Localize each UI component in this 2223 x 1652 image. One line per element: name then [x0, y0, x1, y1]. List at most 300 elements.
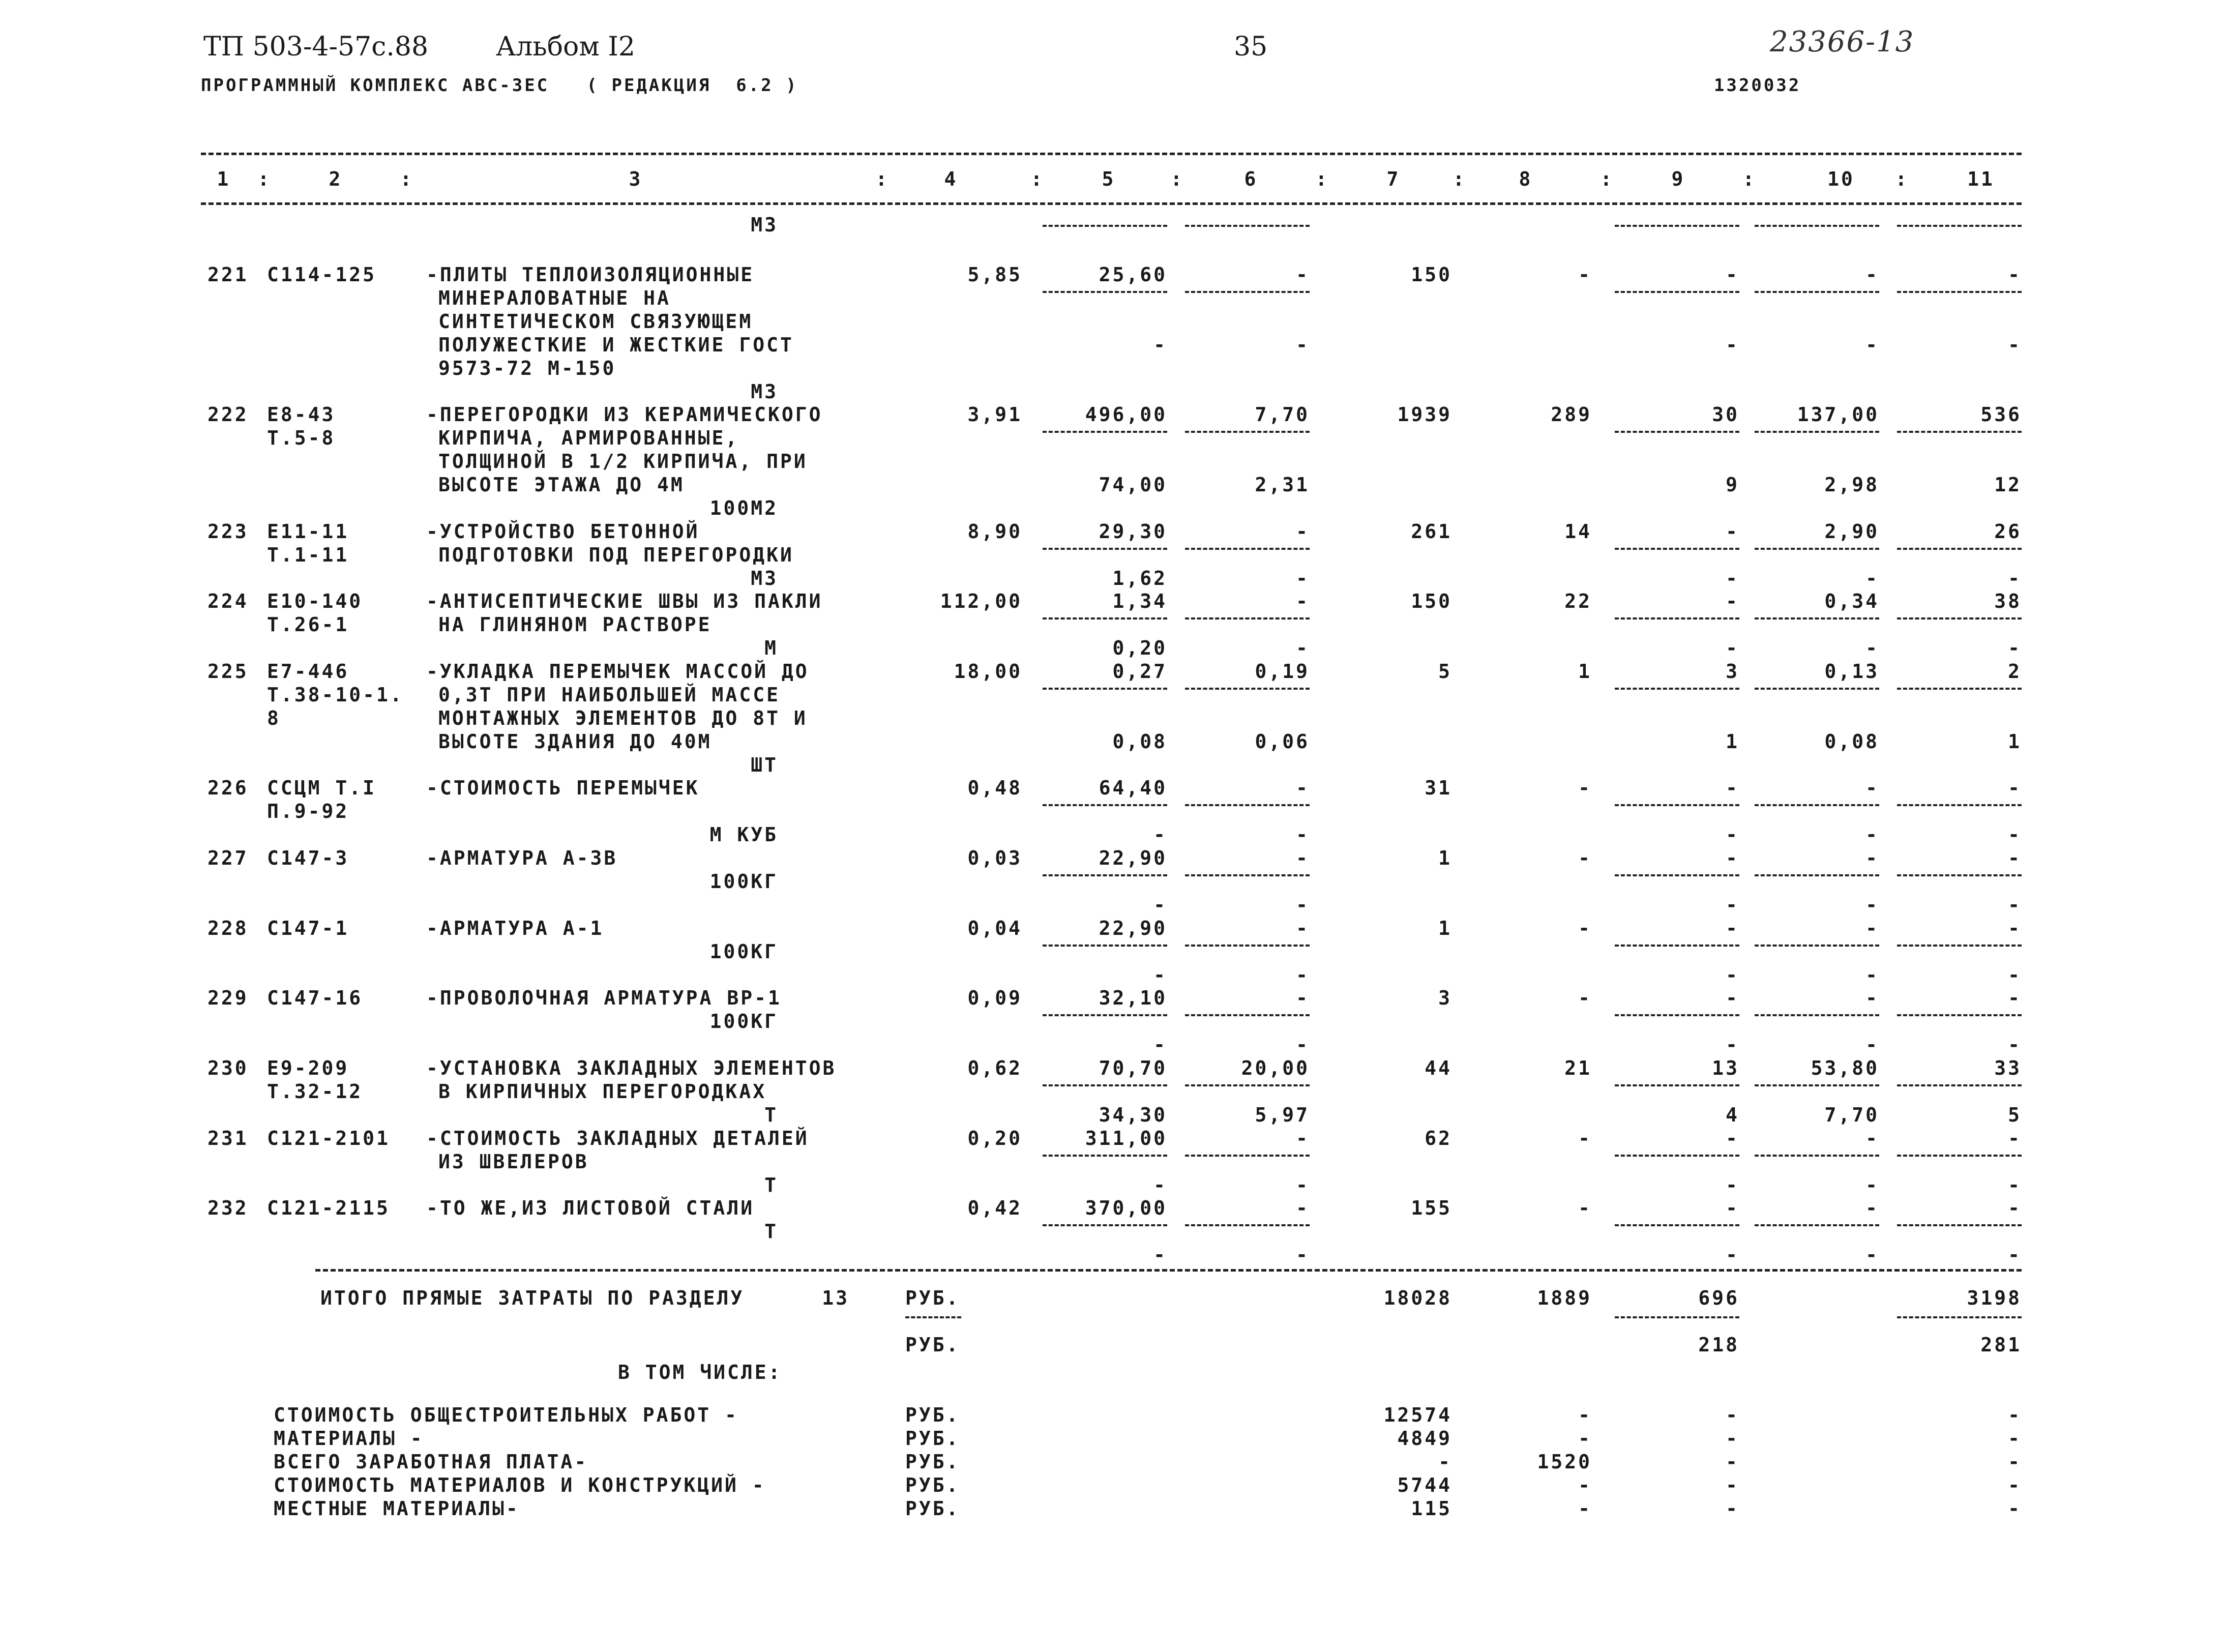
cell-rule [1043, 548, 1167, 550]
machine-cost-cell: 20,00 [1241, 1057, 1310, 1079]
doc-code: ТП 503-4-57с.88 [203, 32, 429, 62]
row-number: 221 [208, 263, 249, 286]
col10-cell: - [1865, 777, 1879, 799]
work-description: -ПРОВОЛОЧНАЯ АРМАТУРА ВР-1 [426, 987, 782, 1009]
column-separator: : [1742, 168, 1757, 190]
wage-cell: - [1578, 917, 1592, 939]
col9-sub-cell: - [1726, 567, 1739, 589]
unit-cell: М [764, 637, 778, 659]
col9-sub-cell: - [1726, 823, 1739, 846]
col10-sub-cell: - [1865, 1034, 1879, 1056]
column-separator: : [1895, 168, 1909, 190]
breakdown-label: СТОИМОСТЬ МАТЕРИАЛОВ И КОНСТРУКЦИЙ - [274, 1474, 766, 1496]
cell-rule [1615, 617, 1739, 620]
machine-cost-cell: 7,70 [1255, 403, 1310, 426]
machine-cost-cell: 0,19 [1255, 660, 1310, 683]
col11-sub-cell: - [2008, 1244, 2022, 1266]
cell-rule [1615, 1316, 1739, 1318]
cell-rule [1043, 688, 1167, 690]
column-number: 6 [1244, 168, 1258, 190]
norm-code: Е9-209 [267, 1057, 349, 1079]
unit-cost-wage-cell: 0,08 [1112, 730, 1167, 753]
wage-cell: - [1578, 987, 1592, 1009]
column-number: 9 [1671, 168, 1685, 190]
cell-rule [1755, 1084, 1879, 1086]
quantity-cell: 5,85 [967, 263, 1022, 286]
total-cost-cell: 5 [1438, 660, 1452, 683]
currency-label: РУБ. [905, 1427, 960, 1450]
unit-cost-cell: 311,00 [1085, 1127, 1167, 1149]
currency-label: РУБ. [905, 1497, 960, 1520]
col10-sub-cell: 7,70 [1824, 1104, 1879, 1126]
norm-code: С121-2101 [267, 1127, 390, 1149]
row-number: 228 [208, 917, 249, 939]
cell-rule [1897, 874, 2022, 876]
cell-rule [1615, 1084, 1739, 1086]
column-separator: : [1030, 168, 1045, 190]
col9-cell: 13 [1712, 1057, 1739, 1079]
wage-cell: - [1578, 263, 1592, 286]
norm-code: Е10-140 [267, 590, 363, 612]
quantity-cell: 3,91 [967, 403, 1022, 426]
total-cost-cell: 31 [1425, 777, 1452, 799]
work-description: СИНТЕТИЧЕСКОМ СВЯЗУЮЩЕМ [438, 310, 753, 333]
col9-cell: 30 [1712, 403, 1739, 426]
work-description: -УСТРОЙСТВО БЕТОННОЙ [426, 520, 700, 543]
col10-cell: 137,00 [1797, 403, 1879, 426]
column-number: 1 [217, 168, 231, 190]
wage-cell: - [1578, 1127, 1592, 1149]
col11-cell: 26 [1994, 520, 2022, 543]
row-number: 231 [208, 1127, 249, 1149]
quantity-cell: 8,90 [967, 520, 1022, 543]
norm-code: Т.26-1 [267, 613, 349, 636]
machine-wage-cell: - [1296, 1034, 1310, 1056]
column-number: 4 [944, 168, 958, 190]
cell-rule [1615, 1014, 1739, 1016]
cell-rule [1185, 945, 1310, 947]
work-description: КИРПИЧА, АРМИРОВАННЫЕ, [438, 427, 739, 449]
col11-cell: - [2008, 987, 2022, 1009]
cell-rule [1615, 1224, 1739, 1226]
norm-code: С121-2115 [267, 1197, 390, 1219]
total-cost-cell: 18028 [1383, 1287, 1452, 1309]
unit-cell: 100КГ [709, 870, 778, 893]
column-separator: : [1315, 168, 1329, 190]
norm-code: Е11-11 [267, 520, 349, 543]
col11-sub-cell: - [2008, 637, 2022, 659]
total-cost-cell: - [1438, 1451, 1452, 1473]
currency-label: РУБ. [905, 1334, 960, 1356]
machine-wage-cell: - [1296, 894, 1310, 916]
col10-sub-cell: 2,98 [1824, 474, 1879, 496]
quantity-cell: 0,09 [967, 987, 1022, 1009]
unit-cell: Т [764, 1174, 778, 1196]
cell-rule [1897, 688, 2022, 690]
column-separator: : [400, 168, 414, 190]
machine-wage-cell: - [1296, 567, 1310, 589]
col10-cell: 0,34 [1824, 590, 1879, 612]
col9-sub-cell: - [1726, 637, 1739, 659]
work-description: -ПЛИТЫ ТЕПЛОИЗОЛЯЦИОННЫЕ [426, 263, 755, 286]
rule-before-totals [315, 1269, 2022, 1272]
total-cost-cell: 150 [1411, 590, 1452, 612]
machine-cost-cell: - [1296, 847, 1310, 869]
quantity-cell: 0,42 [967, 1197, 1022, 1219]
program-line: ПРОГРАММНЫЙ КОМПЛЕКС АВС-ЗЕС ( РЕДАКЦИЯ 6.2 ) [201, 75, 798, 96]
currency-label: РУБ. [905, 1474, 960, 1496]
col11-cell: - [2008, 1497, 2022, 1520]
unit-cost-wage-cell: - [1153, 334, 1167, 356]
unit-cost-cell: 32,10 [1099, 987, 1167, 1009]
cell-rule [1897, 1224, 2022, 1226]
col10-cell: - [1865, 1197, 1879, 1219]
row-number: 226 [208, 777, 249, 799]
norm-code: Т.5-8 [267, 427, 336, 449]
col11-sub-cell: - [2008, 823, 2022, 846]
machine-wage-cell: - [1296, 1244, 1310, 1266]
col11-cell: - [2008, 917, 2022, 939]
col9-cell: - [1726, 1197, 1739, 1219]
col11-cell: 38 [1994, 590, 2022, 612]
unit-cell: 100КГ [709, 1010, 778, 1032]
cell-rule [1755, 548, 1879, 550]
norm-code: 8 [267, 707, 281, 729]
col10-cell: 53,80 [1811, 1057, 1879, 1079]
col9-cell: - [1726, 263, 1739, 286]
page-number: 35 [1234, 32, 1268, 62]
total-cost-cell: 5744 [1397, 1474, 1452, 1496]
cell-rule [1897, 431, 2022, 433]
work-description: -ТО ЖЕ,ИЗ ЛИСТОВОЙ СТАЛИ [426, 1197, 755, 1219]
col9-cell: - [1726, 777, 1739, 799]
column-number: 8 [1519, 168, 1533, 190]
work-description: ТОЛЩИНОЙ В 1/2 КИРПИЧА, ПРИ [438, 450, 808, 473]
col11-cell: - [2008, 1127, 2022, 1149]
machine-cost-cell: - [1296, 590, 1310, 612]
total-cost-cell: 12574 [1383, 1404, 1452, 1426]
col11-cell: - [2008, 777, 2022, 799]
col11-cell: 33 [1994, 1057, 2022, 1079]
machine-wage-cell: - [1296, 1174, 1310, 1196]
col9-sub-cell: - [1726, 1034, 1739, 1056]
quantity-cell: 18,00 [954, 660, 1022, 683]
col11-sub-cell: 5 [2008, 1104, 2022, 1126]
col10-sub-cell: - [1865, 567, 1879, 589]
col9-cell: 3 [1726, 660, 1739, 683]
unit-cost-wage-cell: - [1153, 1034, 1167, 1056]
col9-cell: - [1726, 1474, 1739, 1496]
cell-rule [1043, 1084, 1167, 1086]
unit-cell: Т [764, 1220, 778, 1243]
cell-rule [1615, 431, 1739, 433]
col9-sub-cell: - [1726, 334, 1739, 356]
norm-code: Т.38-10-1. [267, 684, 404, 706]
unit-cost-cell: 64,40 [1099, 777, 1167, 799]
norm-code: Е8-43 [267, 403, 336, 426]
machine-wage-cell: - [1296, 334, 1310, 356]
unit-cost-cell: 70,70 [1099, 1057, 1167, 1079]
cell-rule [1897, 291, 2022, 293]
col9-sub-cell: 1 [1726, 730, 1739, 753]
cell-rule [1185, 291, 1310, 293]
quantity-cell: 0,62 [967, 1057, 1022, 1079]
column-separator: : [257, 168, 272, 190]
cell-rule [1755, 291, 1879, 293]
norm-code: С147-3 [267, 847, 349, 869]
unit-cost-wage-cell: - [1153, 964, 1167, 986]
cell-rule [1185, 431, 1310, 433]
col11-sub-cell: - [2008, 1174, 2022, 1196]
total-cost-cell: 261 [1411, 520, 1452, 543]
currency-label: РУБ. [905, 1404, 960, 1426]
wage-cell: - [1578, 1427, 1592, 1450]
col10-sub-cell: - [1865, 637, 1879, 659]
column-number: 5 [1102, 168, 1116, 190]
col9-cell: - [1726, 590, 1739, 612]
work-description: НА ГЛИНЯНОМ РАСТВОРЕ [438, 613, 712, 636]
unit-cell: М КУБ [709, 823, 778, 846]
wage-cell: 1889 [1537, 1287, 1592, 1309]
wage-cell: - [1578, 1474, 1592, 1496]
col11-cell: - [2008, 1404, 2022, 1426]
row-number: 227 [208, 847, 249, 869]
breakdown-label: МЕСТНЫЕ МАТЕРИАЛЫ- [274, 1497, 520, 1520]
col10-cell: 2,90 [1824, 520, 1879, 543]
wage-cell: 289 [1551, 403, 1592, 426]
work-description: -СТОИМОСТЬ ПЕРЕМЫЧЕК [426, 777, 700, 799]
cell-rule [1043, 1155, 1167, 1157]
machine-cost-cell: - [1296, 777, 1310, 799]
unit-cell: 100КГ [709, 940, 778, 963]
cell-rule [1755, 688, 1879, 690]
col9-cell: - [1726, 917, 1739, 939]
cell-rule [1615, 291, 1739, 293]
norm-code: Т.32-12 [267, 1080, 363, 1103]
unit-cost-cell: 22,90 [1099, 917, 1167, 939]
breakdown-label: ВСЕГО ЗАРАБОТНАЯ ПЛАТА- [274, 1451, 588, 1473]
col10-cell: - [1865, 263, 1879, 286]
col9-cell: - [1726, 1127, 1739, 1149]
col10-cell: 0,13 [1824, 660, 1879, 683]
machine-cost-cell: - [1296, 1197, 1310, 1219]
work-description: МИНЕРАЛОВАТНЫЕ НА [438, 287, 671, 309]
quantity-cell: 0,04 [967, 917, 1022, 939]
column-number: 11 [1967, 168, 1995, 190]
cell-rule [1043, 1014, 1167, 1016]
cell-rule [1043, 945, 1167, 947]
cell-rule [1043, 225, 1167, 227]
col11-cell: - [2008, 263, 2022, 286]
cell-rule [1755, 1155, 1879, 1157]
wage-cell: - [1578, 1497, 1592, 1520]
rule-top [201, 153, 2022, 155]
norm-code: С147-1 [267, 917, 349, 939]
total-cost-cell: 115 [1411, 1497, 1452, 1520]
work-description: ВЫСОТЕ ЗДАНИЯ ДО 40М [438, 730, 712, 753]
col10-cell: - [1865, 1127, 1879, 1149]
unit-cell: М3 [751, 214, 778, 236]
col9-cell: 696 [1698, 1287, 1739, 1309]
total-cost-cell: 44 [1425, 1057, 1452, 1079]
col9-cell: - [1726, 1497, 1739, 1520]
col11-cell: 3198 [1967, 1287, 2022, 1309]
col11-sub-cell: - [2008, 964, 2022, 986]
work-description: 9573-72 М-150 [438, 357, 616, 379]
column-number: 7 [1386, 168, 1401, 190]
total-cost-cell: 150 [1411, 263, 1452, 286]
cell-rule [1755, 617, 1879, 620]
col9-sub-cell: 9 [1726, 474, 1739, 496]
work-description: МОНТАЖНЫХ ЭЛЕМЕНТОВ ДО 8Т И [438, 707, 808, 729]
column-number: 10 [1827, 168, 1855, 190]
col9-sub-cell: - [1726, 964, 1739, 986]
machine-cost-cell: - [1296, 520, 1310, 543]
wage-cell: - [1578, 1404, 1592, 1426]
cell-rule [1615, 225, 1739, 227]
wage-cell: 1520 [1537, 1451, 1592, 1473]
col9-cell: - [1726, 520, 1739, 543]
including-label: В ТОМ ЧИСЛЕ: [618, 1361, 782, 1383]
norm-code: С147-16 [267, 987, 363, 1009]
unit-cost-wage-cell: 74,00 [1099, 474, 1167, 496]
col9-cell: - [1726, 1451, 1739, 1473]
col10-sub-cell: - [1865, 964, 1879, 986]
work-description: ПОЛУЖЕСТКИЕ И ЖЕСТКИЕ ГОСТ [438, 334, 794, 356]
col9-cell: - [1726, 1427, 1739, 1450]
cell-rule [1185, 1224, 1310, 1226]
work-description: -УСТАНОВКА ЗАКЛАДНЫХ ЭЛЕМЕНТОВ [426, 1057, 837, 1079]
wage-cell: 22 [1564, 590, 1592, 612]
work-description: 0,3Т ПРИ НАИБОЛЬШЕЙ МАССЕ [438, 684, 780, 706]
col11-sub-cell: - [2008, 334, 2022, 356]
row-number: 222 [208, 403, 249, 426]
cell-rule [1043, 874, 1167, 876]
total-cost-cell: 62 [1425, 1127, 1452, 1149]
cell-rule [1897, 617, 2022, 620]
quantity-cell: 0,03 [967, 847, 1022, 869]
col10-sub-cell: 0,08 [1824, 730, 1879, 753]
cell-rule [1185, 1084, 1310, 1086]
col10-sub-cell: - [1865, 1244, 1879, 1266]
unit-cost-cell: 29,30 [1099, 520, 1167, 543]
work-description: -АРМАТУРА А-1 [426, 917, 604, 939]
quantity-cell: 0,20 [967, 1127, 1022, 1149]
unit-cost-cell: 370,00 [1085, 1197, 1167, 1219]
cell-rule [1185, 874, 1310, 876]
unit-cost-wage-cell: 34,30 [1099, 1104, 1167, 1126]
currency-label: РУБ. [905, 1287, 960, 1309]
cell-rule [1897, 548, 2022, 550]
work-description: В КИРПИЧНЫХ ПЕРЕГОРОДКАХ [438, 1080, 767, 1103]
total-cost-cell: 1939 [1397, 403, 1452, 426]
col11-cell: 536 [1980, 403, 2022, 426]
unit-cost-wage-cell: 0,20 [1112, 637, 1167, 659]
cell-rule [1615, 548, 1739, 550]
cell-rule [1897, 1014, 2022, 1016]
unit-cell: Т [764, 1104, 778, 1126]
cell-rule [1185, 804, 1310, 806]
col9-sub-cell: - [1726, 1244, 1739, 1266]
machine-wage-cell: 5,97 [1255, 1104, 1310, 1126]
total-cost-cell: 155 [1411, 1197, 1452, 1219]
unit-cost-cell: 496,00 [1085, 403, 1167, 426]
currency-rule [905, 1316, 961, 1318]
unit-cell: 100М2 [709, 497, 778, 519]
unit-cost-wage-cell: - [1153, 1174, 1167, 1196]
row-number: 230 [208, 1057, 249, 1079]
cell-rule [1897, 225, 2022, 227]
total-cost-cell: 4849 [1397, 1427, 1452, 1450]
col10-sub-cell: - [1865, 1174, 1879, 1196]
unit-cell: М3 [751, 567, 778, 589]
column-separator: : [1453, 168, 1467, 190]
row-number: 229 [208, 987, 249, 1009]
norm-code: С114-125 [267, 263, 377, 286]
unit-cell: ШТ [751, 754, 778, 776]
machine-wage-cell: - [1296, 823, 1310, 846]
col9-sub-cell: 218 [1698, 1334, 1739, 1356]
col11-cell: - [2008, 1474, 2022, 1496]
wage-cell: 21 [1564, 1057, 1592, 1079]
breakdown-label: МАТЕРИАЛЫ - [274, 1427, 424, 1450]
cell-rule [1615, 688, 1739, 690]
col9-cell: - [1726, 1404, 1739, 1426]
work-description: -ПЕРЕГОРОДКИ ИЗ КЕРАМИЧЕСКОГО [426, 403, 823, 426]
machine-wage-cell: - [1296, 964, 1310, 986]
quantity-cell: 112,00 [940, 590, 1022, 612]
cell-rule [1185, 1155, 1310, 1157]
total-cost-cell: 1 [1438, 917, 1452, 939]
cell-rule [1615, 874, 1739, 876]
column-number: 3 [629, 168, 643, 190]
work-description: ИЗ ШВЕЛЕРОВ [438, 1150, 589, 1173]
norm-code: Е7-446 [267, 660, 349, 683]
cell-rule [1755, 431, 1879, 433]
col11-sub-cell: - [2008, 567, 2022, 589]
unit-cost-cell: 25,60 [1099, 263, 1167, 286]
wage-cell: 14 [1564, 520, 1592, 543]
cell-rule [1897, 1316, 2022, 1318]
wage-cell: - [1578, 777, 1592, 799]
col11-sub-cell: - [2008, 1034, 2022, 1056]
machine-wage-cell: - [1296, 637, 1310, 659]
norm-code: ССЦМ Т.I [267, 777, 377, 799]
work-description: -УКЛАДКА ПЕРЕМЫЧЕК МАССОЙ ДО [426, 660, 809, 683]
cell-rule [1185, 688, 1310, 690]
wage-cell: 1 [1578, 660, 1592, 683]
col11-sub-cell: 12 [1994, 474, 2022, 496]
unit-cost-cell: 22,90 [1099, 847, 1167, 869]
machine-wage-cell: 0,06 [1255, 730, 1310, 753]
cell-rule [1897, 1084, 2022, 1086]
wage-cell: - [1578, 1197, 1592, 1219]
cell-rule [1043, 431, 1167, 433]
rule-under-header [201, 202, 2022, 205]
col11-cell: 2 [2008, 660, 2022, 683]
col11-cell: - [2008, 1197, 2022, 1219]
row-number: 224 [208, 590, 249, 612]
col11-cell: - [2008, 847, 2022, 869]
cell-rule [1897, 1155, 2022, 1157]
col11-sub-cell: 1 [2008, 730, 2022, 753]
norm-code: Т.1-11 [267, 544, 349, 566]
col9-sub-cell: - [1726, 894, 1739, 916]
col11-sub-cell: 281 [1980, 1334, 2022, 1356]
cell-rule [1755, 1014, 1879, 1016]
work-description: -АНТИСЕПТИЧЕСКИЕ ШВЫ ИЗ ПАКЛИ [426, 590, 823, 612]
machine-cost-cell: - [1296, 263, 1310, 286]
